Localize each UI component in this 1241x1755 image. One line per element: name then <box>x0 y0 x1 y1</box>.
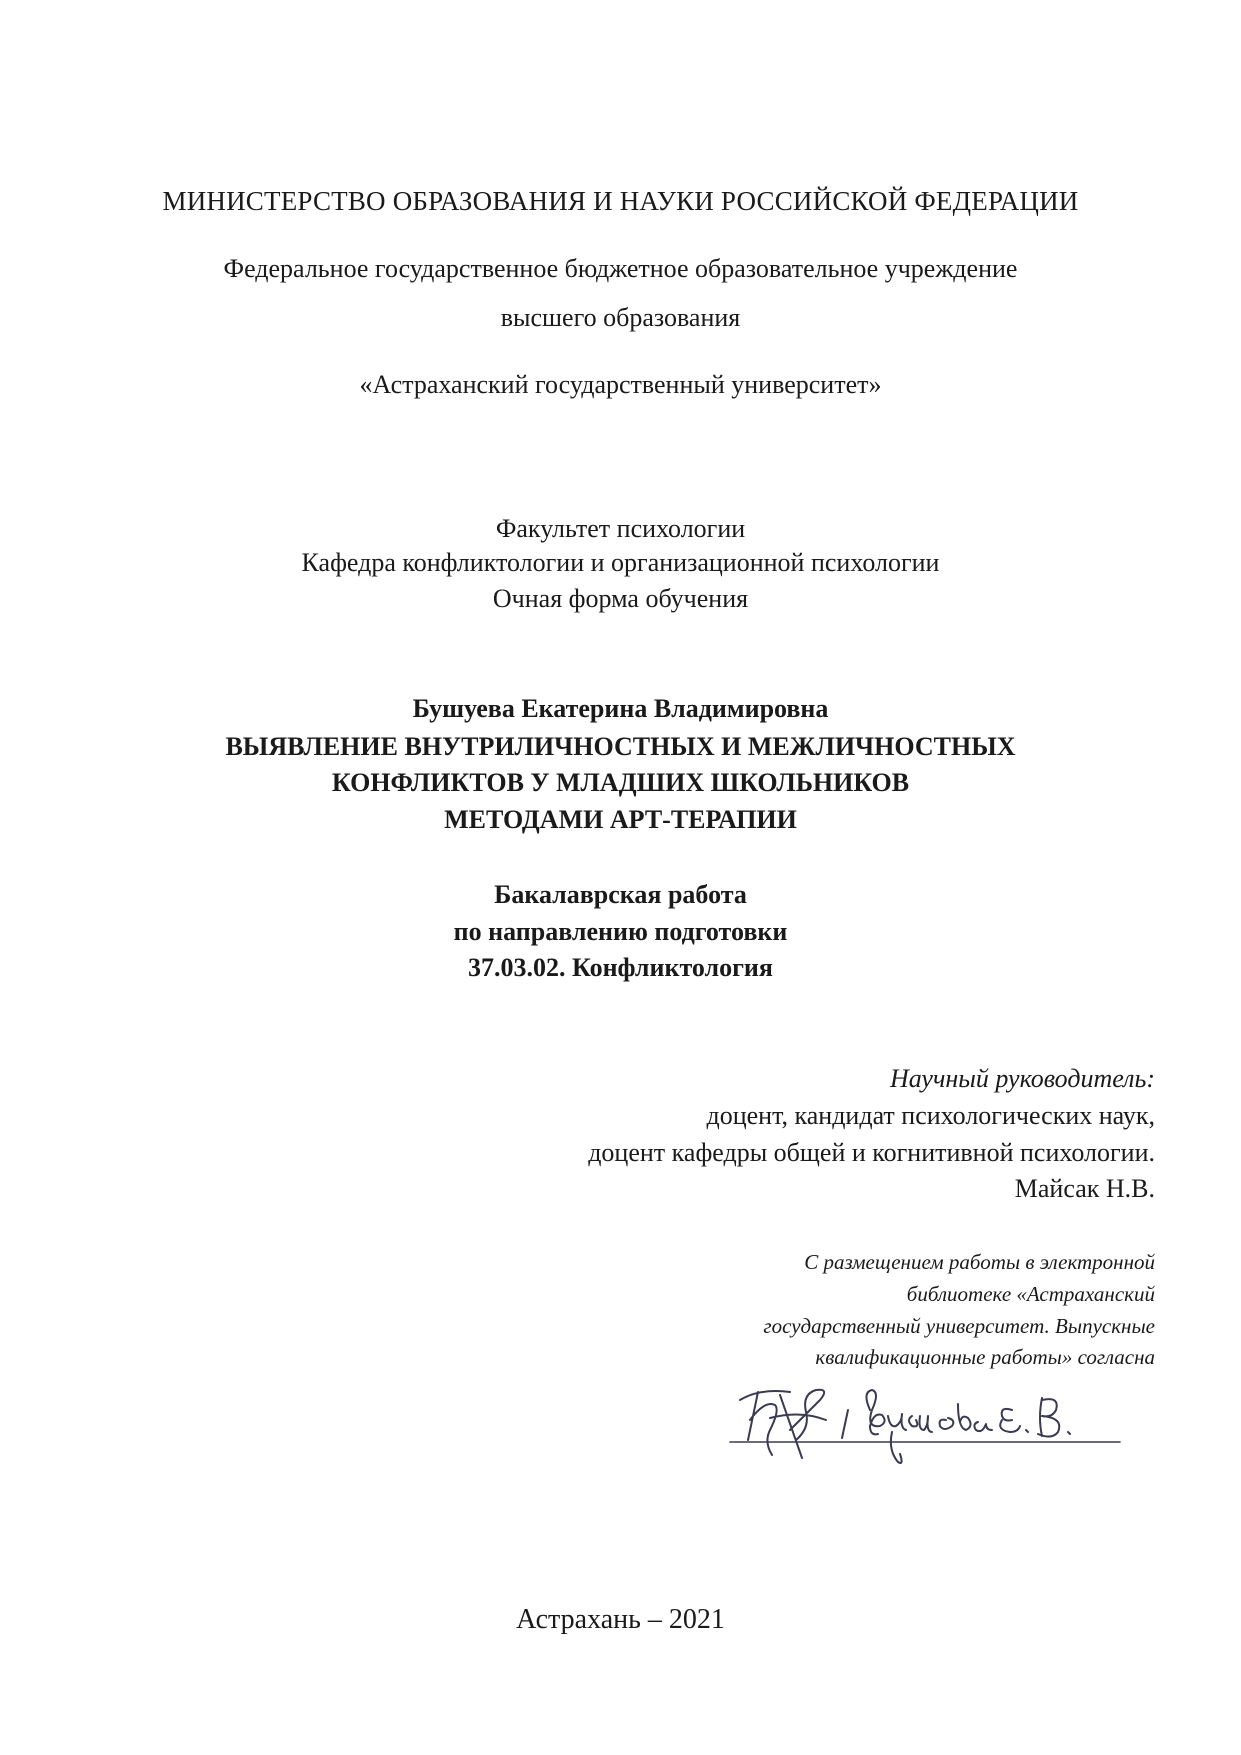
supervisor-position: доцент кафедры общей и когнитивной психологии. <box>588 1138 1155 1167</box>
author-name: Бушуева Екатерина Владимировна <box>412 694 829 723</box>
city-year: Астрахань – 2021 <box>516 1604 725 1635</box>
work-direction-code: 37.03.02. Конфликтология <box>468 953 773 982</box>
consent-line-3: государственный университет. Выпускные <box>763 1314 1155 1338</box>
supervisor-degree: доцент, кандидат психологических наук, <box>706 1101 1155 1130</box>
education-level: высшего образования <box>500 303 741 332</box>
institution-type: Федеральное государственное бюджетное образовательное учреждение <box>223 254 1018 283</box>
department-name: Кафедра конфликтологии и организационной психологии <box>301 548 940 577</box>
university-name: «Астраханский государственный университет» <box>359 370 882 399</box>
thesis-title-line-1: ВЫЯВЛЕНИЕ ВНУТРИЛИЧНОСТНЫХ И МЕЖЛИЧНОСТНЫХ <box>225 732 1016 761</box>
thesis-title-line-3: МЕТОДАМИ АРТ-ТЕРАПИИ <box>444 805 797 834</box>
faculty-name: Факультет психологии <box>495 514 746 543</box>
work-type: Бакалаврская работа <box>494 880 747 909</box>
consent-line-4: квалификационные работы» согласна <box>815 1345 1155 1369</box>
work-direction-label: по направлению подготовки <box>453 917 788 946</box>
handwritten-signature <box>720 1370 1140 1480</box>
ministry-heading: МИНИСТЕРСТВО ОБРАЗОВАНИЯ И НАУКИ РОССИЙСКОЙ ФЕДЕРАЦИИ <box>162 186 1079 216</box>
supervisor-name: Майсак Н.В. <box>1014 1174 1155 1203</box>
consent-line-2: библиотеке «Астраханский <box>906 1282 1155 1306</box>
consent-line-1: С размещением работы в электронной <box>804 1250 1155 1274</box>
supervisor-heading: Научный руководитель: <box>889 1064 1155 1093</box>
thesis-title-line-2: КОНФЛИКТОВ У МЛАДШИХ ШКОЛЬНИКОВ <box>331 768 910 797</box>
study-form: Очная форма обучения <box>492 584 749 613</box>
